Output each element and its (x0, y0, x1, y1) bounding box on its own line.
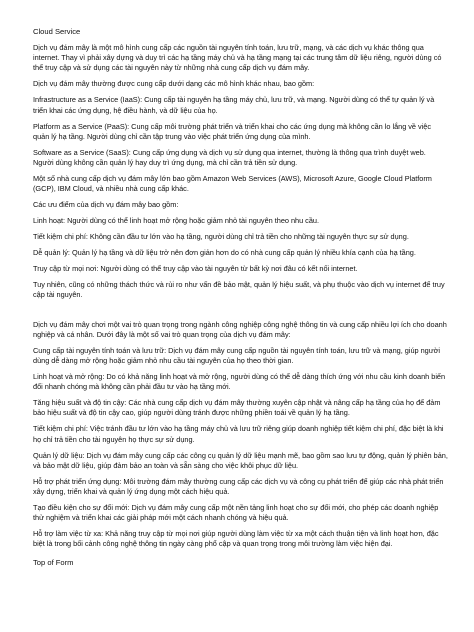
role-scalability: Linh hoạt và mở rộng: Do có khả năng linh hoạt và mở rộng, người dùng có thể dễ dàng thích ứng với nhu cầu kinh doanh biến đổi nhanh chóng mà không cần phải đầu tư vào hạ tầng mới. (33, 372, 446, 392)
role-innovation: Tạo điều kiện cho sự đổi mới: Dịch vụ đám mây cung cấp một nền tảng linh hoạt cho sự đổi mới, cho phép các doanh nghiệp thử nghiệm và triển khai các giải pháp mới một cách nhanh chóng và hiệu quả. (33, 503, 439, 523)
role-resources: Cung cấp tài nguyên tính toán và lưu trữ: Dịch vụ đám mây cung cấp nguồn tài nguyên tính toán, lưu trữ và mạng, giúp người dùng dễ dàng mở rộng hoặc giảm nhỏ nhu cầu tài nguyên của họ theo thời gian. (33, 345, 441, 366)
iaas-paragraph: Infrastructure as a Service (IaaS): Cung cấp tài nguyên hạ tầng máy chủ, lưu trữ, và mạng. Người dùng có thể tự quản lý và triển khai các ứng dụng, hệ điều hành, và dữ liệu của họ. (33, 95, 435, 115)
role-app-development: Hỗ trợ phát triển ứng dụng: Môi trường đám mây thường cung cấp các dịch vụ và công cụ phát triển để giúp các nhà phát triển xây dựng, triển khai và quản lý ứng dụng một cách hiệu quả. (33, 476, 444, 497)
top-of-form-label: Top of Form (33, 557, 74, 567)
advantages-intro: Các ưu điểm của dịch vụ đám mây bao gồm: (33, 200, 179, 210)
advantage-access: Truy cập từ mọi nơi: Người dùng có thể truy cập vào tài nguyên từ bất kỳ nơi đâu có kết nối internet. (33, 264, 358, 274)
challenges-paragraph: Tuy nhiên, cũng có những thách thức và rủi ro như vấn đề bảo mật, quản lý hiệu suất, và phụ thuộc vào dịch vụ internet để truy cập tài nguyên. (33, 280, 445, 300)
role-cost-saving: Tiết kiệm chi phí: Việc tránh đầu tư lớn vào hạ tầng máy chủ và lưu trữ riêng giúp doanh nghiệp tiết kiệm chi phí, đặc biệt là khi họ chỉ trả tiền cho tài nguyên họ thực sự sử dụng. (33, 424, 444, 444)
roles-intro: Dịch vụ đám mây chơi một vai trò quan trọng trong ngành công nghiệp công nghệ thông tin và cung cấp nhiều lợi ích cho doanh nghiệp và cá nhân. Dưới đây là một số vai trò quan trọng của dịch vụ đám mây: (33, 319, 447, 339)
advantage-flexibility: Linh hoạt: Người dùng có thể linh hoạt mở rộng hoặc giảm nhỏ tài nguyên theo nhu cầu. (33, 216, 319, 226)
paas-paragraph: Platform as a Service (PaaS): Cung cấp môi trường phát triển và triển khai cho các ứng dụng mà không cần lo lắng về việc quản lý hạ tầng. Người dùng chỉ cần tập trung vào việc phát triển ứng dụng của mình. (33, 121, 432, 141)
advantage-management: Dễ quản lý: Quản lý hạ tầng và dữ liệu trở nên đơn giản hơn do có nhà cung cấp quản lý nhiều khía cạnh của hạ tầng. (33, 248, 416, 258)
role-remote-work: Hỗ trợ làm việc từ xa: Khả năng truy cập từ mọi nơi giúp người dùng làm việc từ xa một cách thuận tiện và linh hoạt hơn, đặc biệt là trong bối cảnh công nghệ thông tin ngày càng phổ cập và quan trọng trong môi trường làm việc hiện đại. (33, 529, 439, 549)
providers-paragraph: Một số nhà cung cấp dịch vụ đám mây lớn bao gồm Amazon Web Services (AWS), Microsoft Azure, Google Cloud Platform (GCP), IBM Cloud, và nhiều nhà cung cấp khác. (33, 174, 432, 194)
advantage-cost: Tiết kiệm chi phí: Không cần đầu tư lớn vào hạ tầng, người dùng chỉ trả tiền cho những tài nguyên thực sự sử dụng. (33, 232, 409, 242)
role-data-management: Quản lý dữ liệu: Dịch vụ đám mây cung cấp các công cụ quản lý dữ liệu mạnh mẽ, bao gồm sao lưu tự động, quản lý phiên bản, và bảo mật dữ liệu, giúp đảm bảo an toàn và sẵn sàng cho việc khôi phục dữ liệu. (33, 450, 448, 470)
saas-paragraph: Software as a Service (SaaS): Cung cấp ứng dụng và dịch vụ sử dụng qua internet, thường là thông qua trình duyệt web. Người dùng không cần quản lý hay duy trì ứng dụng, mà chỉ cần trả tiền sử dụng. (33, 147, 426, 168)
document-title: Cloud Service (33, 27, 81, 36)
intro-paragraph: Dịch vụ đám mây là một mô hình cung cấp các nguồn tài nguyên tính toán, lưu trữ, mạng, và các dịch vụ khác thông qua internet. Thay vì phải xây dựng và duy trì các hạ tầng máy chủ và hạ tầng mạng tại các trung tâm dữ liệu riêng, người dùng có thể truy cập và sử dụng các tài nguyên này từ những nhà cung cấp dịch vụ đám mây. (33, 43, 442, 73)
models-intro: Dịch vụ đám mây thường được cung cấp dưới dạng các mô hình khác nhau, bao gồm: (33, 79, 315, 89)
role-performance: Tăng hiệu suất và độ tin cậy: Các nhà cung cấp dịch vụ đám mây thường xuyên cập nhật và nâng cấp hạ tầng của họ để đảm bảo hiệu suất và độ tin cậy cao, giúp người dùng tránh được những phiền toái về quản lý hạ tầng. (33, 398, 441, 418)
